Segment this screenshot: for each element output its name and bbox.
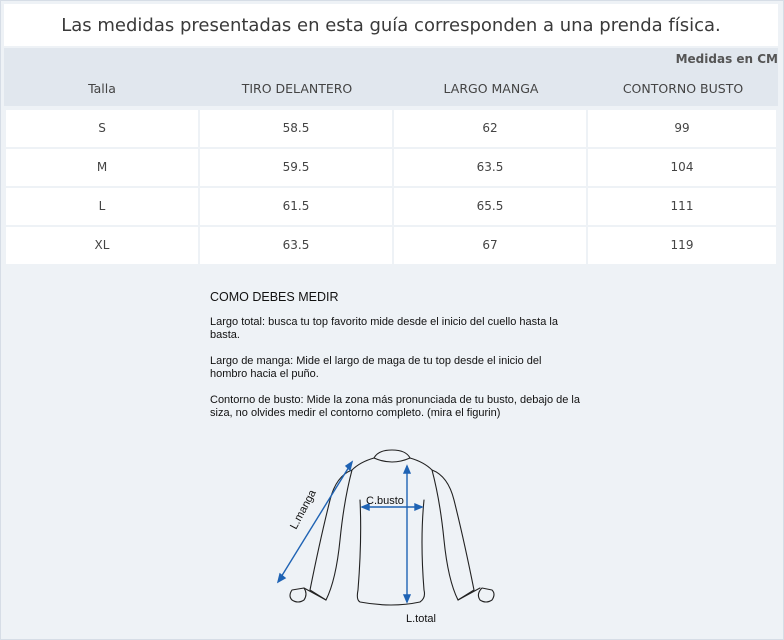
garment-figure xyxy=(270,440,520,630)
table-cell: 59.5 xyxy=(200,149,392,186)
guide-sleeve-length: Largo de manga: Mide el largo de maga de tu top desde el inicio del hombro hacia el puño. xyxy=(210,355,542,380)
guide-heading: COMO DEBES MEDIR xyxy=(210,290,339,304)
measuring-guide xyxy=(210,290,580,433)
top-sketch-illustration xyxy=(270,440,520,630)
table-cell: 111 xyxy=(588,188,776,225)
table-row xyxy=(4,188,778,225)
table-row xyxy=(4,110,778,147)
table-cell: M xyxy=(6,149,198,186)
table-cell: XL xyxy=(6,227,198,264)
sleeve-length-label: L.manga xyxy=(288,487,319,532)
table-cell: 65.5 xyxy=(394,188,586,225)
table-cell: 119 xyxy=(588,227,776,264)
bust-label: C.busto xyxy=(366,495,404,507)
column-header-size: Talla xyxy=(88,81,116,96)
total-length-label: L.total xyxy=(406,613,436,625)
table-cell: 63.5 xyxy=(394,149,586,186)
table-row xyxy=(4,227,778,264)
table-cell: 58.5 xyxy=(200,110,392,147)
guide-total-length: Largo total: busca tu top favorito mide desde el inicio del cuello hasta la basta. xyxy=(210,316,558,341)
size-table xyxy=(4,48,778,252)
table-cell: L xyxy=(6,188,198,225)
table-cell: 62 xyxy=(394,110,586,147)
table-cell: 61.5 xyxy=(200,188,392,225)
units-label: Medidas en CM xyxy=(675,52,778,66)
table-cell: S xyxy=(6,110,198,147)
table-cell: 67 xyxy=(394,227,586,264)
page-title: Las medidas presentadas en esta guía corresponden a una prenda física. xyxy=(4,4,778,46)
guide-bust: Contorno de busto: Mide la zona más pronunciada de tu busto, debajo de la siza, no olvides medir el contorno completo. (mira el figurin) xyxy=(210,394,580,419)
table-cell: 63.5 xyxy=(200,227,392,264)
column-header-front-rise: TIRO DELANTERO xyxy=(241,81,353,96)
table-header xyxy=(4,48,778,106)
table-cell: 99 xyxy=(588,110,776,147)
table-cell: 104 xyxy=(588,149,776,186)
column-header-bust: CONTORNO BUSTO xyxy=(622,81,744,96)
table-row xyxy=(4,149,778,186)
column-header-sleeve-length: LARGO MANGA xyxy=(443,81,539,96)
